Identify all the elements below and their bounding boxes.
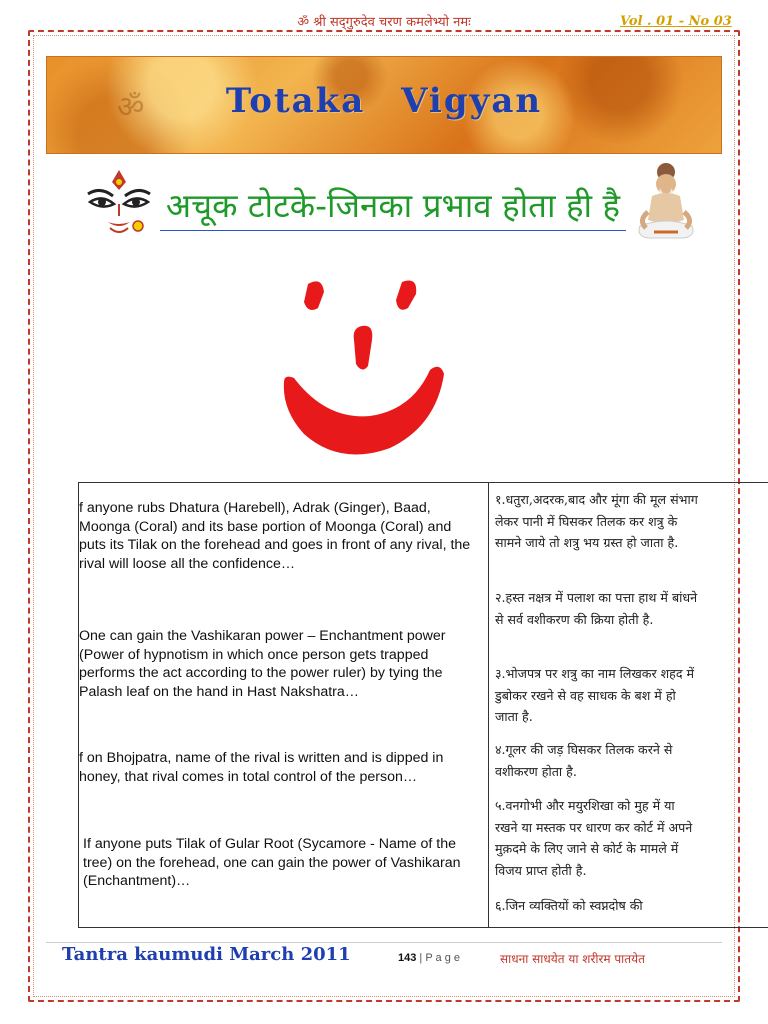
hindi-paragraph-4: ४.गूलर की जड़ घिसकर तिलक करने से वशीकरण होता है. (495, 742, 673, 779)
page-number: 143 (398, 952, 417, 964)
table-column-divider (488, 483, 489, 927)
hindi-paragraph-3: ३.भोजपत्र पर शत्रु का नाम लिखकर शहद में डुबोकर रखने से वह साधक के बश में हो जाता है. (495, 666, 695, 724)
header-mantra: ॐ श्री सद्‌गुरुदेव चरण कमलेभ्यो नमः (297, 15, 471, 30)
goddess-face-icon (80, 168, 158, 238)
hindi-paragraph-2: २.हस्त नक्षत्र में पलाश का पत्ता हाथ में बांधने से सर्व वशीकरण की क्रिया होती है. (495, 590, 698, 627)
title-banner (46, 56, 722, 154)
footer-slogan: साधना साधयेत या शरीरम पातयेत (500, 952, 645, 966)
english-paragraph-2: One can gain the Vashikaran power – Enchantment power (Power of hypnotism in which once person gets trapped performs the act according to the power ruler) by tying the Palash leaf on the hand in Hast Nakshatra… (79, 628, 446, 700)
volume-number: Vol . 01 - No 03 (620, 14, 732, 29)
content-table (78, 482, 768, 928)
footer-rule (46, 942, 722, 943)
english-paragraph-1: f anyone rubs Dhatura (Harebell), Adrak (Ginger), Baad, Moonga (Coral) and its base portion of Moonga (Coral) and puts its Tilak on the forehead and goes in front of any rival, the rival will loose all the confidence… (79, 500, 471, 572)
english-column (79, 483, 488, 927)
english-paragraph-3: f on Bhojpatra, name of the rival is written and is dipped in honey, that rival comes in total control of the person… (79, 750, 444, 785)
hindi-paragraph-1: १.धतुरा,अदरक,बाद और मूंगा की मूल संभाग लेकर पानी में घिसकर तिलक कर शत्रु के सामने जाये तो शत्रु भय ग्रस्त हो जाता है. (495, 492, 698, 550)
om-watermark-icon: ॐ (117, 90, 145, 125)
footer-magazine-title: Tantra kaumudi March 2011 (62, 944, 351, 965)
hindi-paragraph-5: ५.वनगोभी और मयुरशिखा को मुह में या रखने या मस्तक पर धारण कर कोर्ट में अपने मुक़दमे के लिए जाने से कोर्ट के मामले में विजय प्राप्त होती है. (495, 798, 693, 878)
headline-underline (160, 230, 626, 231)
hindi-column (491, 483, 701, 927)
hindi-headline: अचूक टोटके-जिनका प्रभाव होता ही है (165, 186, 621, 225)
banner-title: Totaka Vigyan (225, 81, 543, 121)
meditating-sadhu-icon (630, 162, 702, 242)
english-paragraph-4: If anyone puts Tilak of Gular Root (Sycamore - Name of the tree) on the forehead, one can gain the power of Vashikaran (Enchantment)… (83, 836, 461, 889)
red-smile-icon (278, 270, 446, 470)
footer-page-number (398, 952, 460, 964)
page-label: | P a g e (419, 952, 460, 964)
hindi-paragraph-6: ६.जिन व्यक्तियों को स्वप्नदोष की (495, 898, 643, 913)
